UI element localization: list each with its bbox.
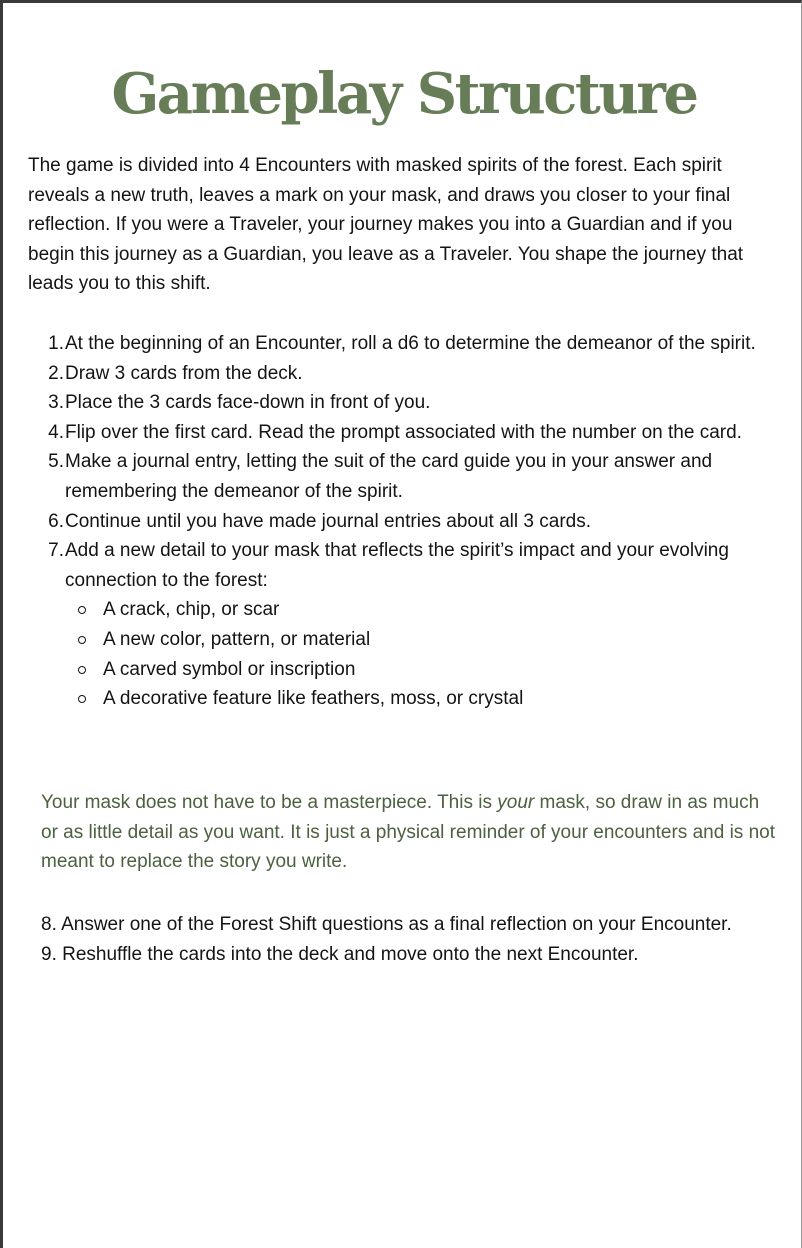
hollow-bullet-icon bbox=[78, 666, 86, 674]
mask-note bbox=[41, 788, 781, 877]
note-text-after: mask, so draw in as much or as little detail as you want. It is just a physical reminder of your encounters and is not meant to replace the story you write. bbox=[41, 792, 775, 873]
mask-detail-item bbox=[65, 595, 780, 625]
step-text: Make a journal entry, letting the suit of the card guide you in your answer and remembering the demeanor of the spirit. bbox=[65, 451, 713, 502]
page-title: Gameplay Structure bbox=[111, 61, 697, 127]
final-steps bbox=[41, 910, 781, 969]
final-step-item: 9. Reshuffle the cards into the deck and move onto the next Encounter. bbox=[41, 943, 639, 965]
step-text: Place the 3 cards face-down in front of you. bbox=[65, 392, 431, 414]
step-item bbox=[28, 418, 780, 448]
steps-list bbox=[28, 329, 780, 714]
step-number: 3. bbox=[48, 392, 64, 414]
step-item bbox=[28, 507, 780, 537]
note-text-before: Your mask does not have to be a masterpiece. This is bbox=[41, 792, 498, 813]
mask-detail-text: A carved symbol or inscription bbox=[103, 658, 356, 680]
step-number: 4. bbox=[48, 421, 64, 443]
step-number: 7. bbox=[48, 540, 64, 562]
step-text: Draw 3 cards from the deck. bbox=[65, 362, 303, 384]
step-number: 6. bbox=[48, 510, 64, 532]
step-text: At the beginning of an Encounter, roll a d6 to determine the demeanor of the spirit. bbox=[65, 333, 756, 354]
step-item bbox=[28, 388, 780, 418]
mask-detail-list bbox=[65, 595, 780, 713]
step-item bbox=[28, 447, 780, 506]
step-number: 2. bbox=[48, 362, 64, 384]
note-emphasis: your bbox=[497, 792, 535, 813]
step-text: Flip over the first card. Read the prompt associated with the number on the card. bbox=[65, 421, 742, 443]
hollow-bullet-icon bbox=[78, 695, 86, 703]
step-text: Add a new detail to your mask that reflects the spirit’s impact and your evolving connection to the forest: bbox=[65, 540, 729, 591]
mask-detail-item bbox=[65, 625, 780, 655]
mask-detail-item bbox=[65, 655, 780, 685]
mask-detail-text: A new color, pattern, or material bbox=[103, 628, 371, 650]
hollow-bullet-icon bbox=[78, 636, 86, 644]
step-number: 5. bbox=[48, 451, 64, 473]
hollow-bullet-icon bbox=[78, 606, 86, 614]
step-number: 1. bbox=[48, 333, 64, 354]
step-text: Continue until you have made journal entries about all 3 cards. bbox=[65, 510, 591, 532]
step-item bbox=[28, 359, 780, 389]
intro-paragraph: The game is divided into 4 Encounters with masked spirits of the forest. Each spirit reveals a new truth, leaves a mark on your mask, and draws you closer to your final reflection. If you were a Traveler, your journey makes you into a Guardian and if you begin this journey as a Guardian, you leave as a Traveler. You shape the journey that leads you to this shift. bbox=[28, 155, 744, 295]
mask-detail-item bbox=[65, 684, 780, 714]
step-item bbox=[28, 536, 780, 714]
mask-detail-text: A crack, chip, or scar bbox=[103, 599, 280, 621]
final-step-item: 8. Answer one of the Forest Shift questions as a final reflection on your Encounter. bbox=[41, 914, 732, 935]
step-item bbox=[28, 329, 780, 359]
mask-detail-text: A decorative feature like feathers, moss, or crystal bbox=[103, 688, 524, 710]
